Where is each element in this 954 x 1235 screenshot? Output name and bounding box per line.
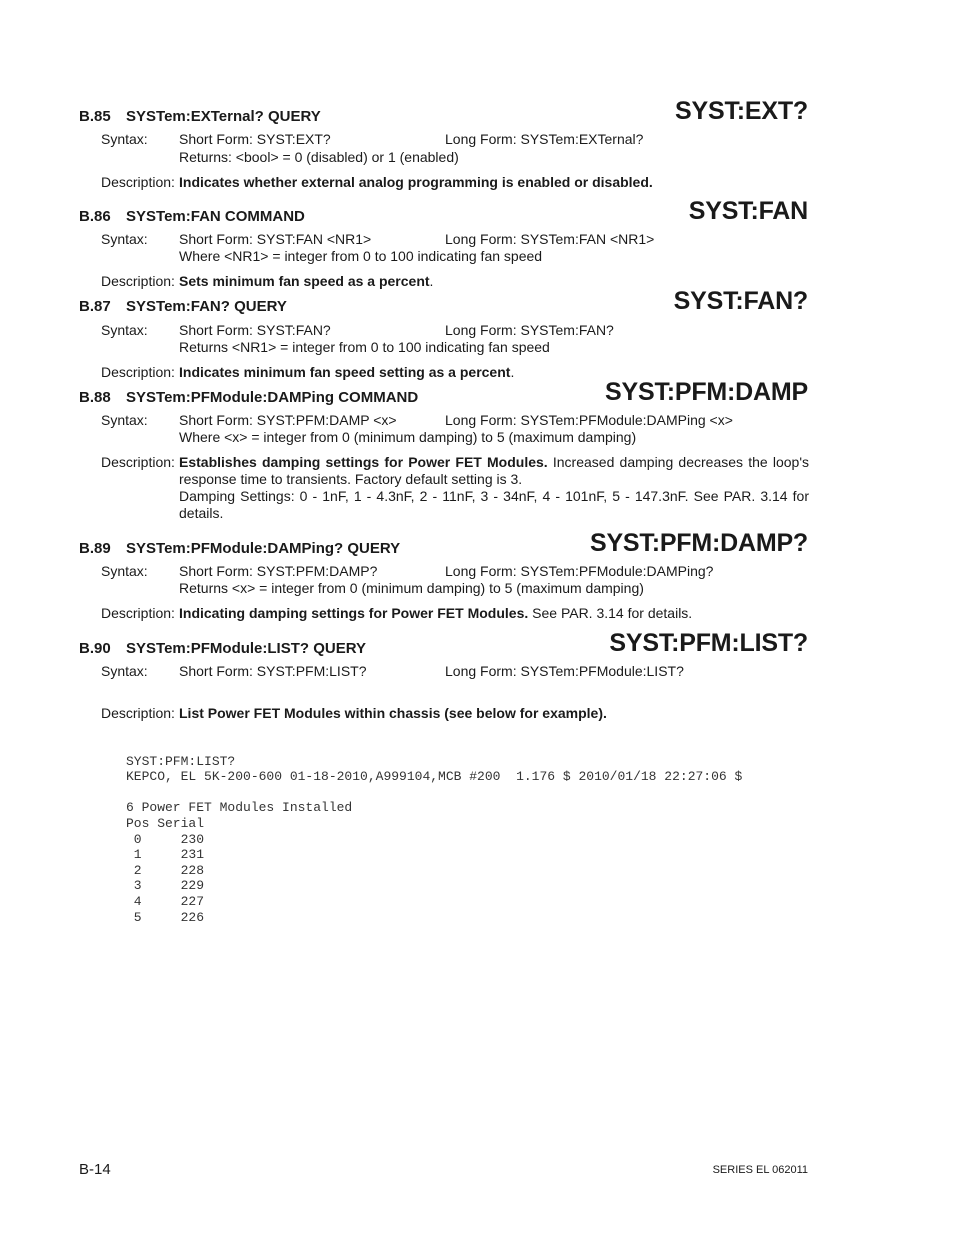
syntax-note-b87: Returns <NR1> = integer from 0 to 100 indicating fan speed — [179, 339, 550, 355]
syntax-label-b89: Syntax: — [101, 563, 148, 579]
example-line: 0 230 — [126, 831, 205, 847]
long-form-b85: Long Form: SYSTem:EXTernal? — [445, 131, 644, 147]
description-bold-text: Indicates whether external analog programming is enabled or disabled. — [179, 174, 653, 190]
syntax-label-b88: Syntax: — [101, 412, 148, 428]
section-number-b86: B.86 — [79, 208, 111, 225]
section-number-b88: B.88 — [79, 389, 111, 406]
description-text: Increased damping decreases the loop's response time to transients. Factory default setting is 3. — [179, 454, 809, 487]
syntax-note-b86: Where <NR1> = integer from 0 to 100 indicating fan speed — [179, 248, 543, 264]
description-label: Description: — [101, 174, 175, 190]
syntax-note-b85: Returns: <bool> = 0 (disabled) or 1 (enabled) — [179, 149, 459, 165]
section-title-b89: SYSTem:PFModule:DAMPing? QUERY — [126, 540, 401, 557]
section-title-b87: SYSTem:FAN? QUERY — [126, 298, 287, 315]
description-text: See PAR. 3.14 for details. — [528, 605, 693, 621]
description-text: . — [429, 273, 434, 289]
page-number: B-14 — [79, 1161, 111, 1178]
section-number-b90: B.90 — [79, 640, 111, 657]
command-heading-b85: SYST:EXT? — [675, 97, 808, 125]
description-b90 — [101, 705, 809, 722]
example-line: 4 227 — [126, 893, 205, 909]
command-heading-b88: SYST:PFM:DAMP — [605, 378, 808, 406]
section-number-b87: B.87 — [79, 298, 111, 315]
short-form-b88: Short Form: SYST:PFM:DAMP <x> — [179, 412, 397, 428]
description-bold-text: Indicates minimum fan speed setting as a percent — [179, 364, 511, 380]
section-title-b85: SYSTem:EXTernal? QUERY — [126, 108, 321, 125]
description-text: . — [510, 364, 515, 380]
syntax-note-b88: Where <x> = integer from 0 (minimum damping) to 5 (maximum damping) — [179, 429, 637, 445]
short-form-b87: Short Form: SYST:FAN? — [179, 322, 331, 338]
short-form-b85: Short Form: SYST:EXT? — [179, 131, 331, 147]
series-footer: SERIES EL 062011 — [712, 1164, 808, 1176]
command-heading-b86: SYST:FAN — [688, 197, 808, 225]
example-line: SYST:PFM:LIST? — [126, 753, 236, 769]
command-heading-b90: SYST:PFM:LIST? — [609, 629, 808, 657]
description-b85 — [101, 174, 809, 191]
description-b88 — [101, 454, 809, 522]
description-bold-text: Sets minimum fan speed as a percent — [179, 273, 430, 289]
example-line: 1 231 — [126, 847, 205, 863]
example-line: 2 228 — [126, 862, 205, 878]
description-label: Description: — [101, 605, 175, 621]
short-form-b86: Short Form: SYST:FAN <NR1> — [179, 231, 372, 247]
description-bold-text: List Power FET Modules within chassis (see below for example). — [179, 705, 607, 721]
description-label: Description: — [101, 273, 175, 289]
long-form-b89: Long Form: SYSTem:PFModule:DAMPing? — [445, 563, 714, 579]
description-label: Description: — [101, 454, 175, 470]
syntax-note-b89: Returns <x> = integer from 0 (minimum damping) to 5 (maximum damping) — [179, 580, 644, 596]
description-bold-text: Indicating damping settings for Power FET Modules. — [179, 605, 529, 621]
syntax-label-b85: Syntax: — [101, 131, 148, 147]
section-number-b85: B.85 — [79, 108, 111, 125]
example-output-block — [126, 738, 742, 941]
section-title-b90: SYSTem:PFModule:LIST? QUERY — [126, 640, 367, 657]
long-form-b87: Long Form: SYSTem:FAN? — [445, 322, 614, 338]
syntax-label-b86: Syntax: — [101, 231, 148, 247]
description-label: Description: — [101, 705, 175, 721]
example-line: Pos Serial — [126, 815, 205, 831]
section-title-b88: SYSTem:PFModule:DAMPing COMMAND — [126, 389, 419, 406]
syntax-label-b90: Syntax: — [101, 663, 148, 679]
example-line: 5 226 — [126, 909, 205, 925]
example-line: 3 229 — [126, 878, 205, 894]
short-form-b90: Short Form: SYST:PFM:LIST? — [179, 663, 367, 679]
section-title-b86: SYSTem:FAN COMMAND — [126, 208, 305, 225]
description-bold-text: Establishes damping settings for Power FET Modules. — [179, 454, 548, 470]
short-form-b89: Short Form: SYST:PFM:DAMP? — [179, 563, 378, 579]
command-heading-b89: SYST:PFM:DAMP? — [589, 529, 808, 557]
long-form-b90: Long Form: SYSTem:PFModule:LIST? — [445, 663, 684, 679]
example-line — [126, 785, 742, 801]
long-form-b88: Long Form: SYSTem:PFModule:DAMPing <x> — [445, 412, 733, 428]
description-label: Description: — [101, 364, 175, 380]
example-line: 6 Power FET Modules Installed — [126, 800, 353, 816]
damping-settings-text: Damping Settings: 0 - 1nF, 1 - 4.3nF, 2 - 11nF, 3 - 34nF, 4 - 101nF, 5 - 147.3nF. See PAR. 3.14 for details. — [179, 488, 809, 521]
syntax-label-b87: Syntax: — [101, 322, 148, 338]
description-b89 — [101, 605, 809, 622]
section-number-b89: B.89 — [79, 540, 111, 557]
command-heading-b87: SYST:FAN? — [673, 287, 808, 315]
example-line: KEPCO, EL 5K-200-600 01-18-2010,A999104,MCB #200 1.176 $ 2010/01/18 22:27:06 $ — [126, 769, 743, 785]
long-form-b86: Long Form: SYSTem:FAN <NR1> — [445, 231, 655, 247]
